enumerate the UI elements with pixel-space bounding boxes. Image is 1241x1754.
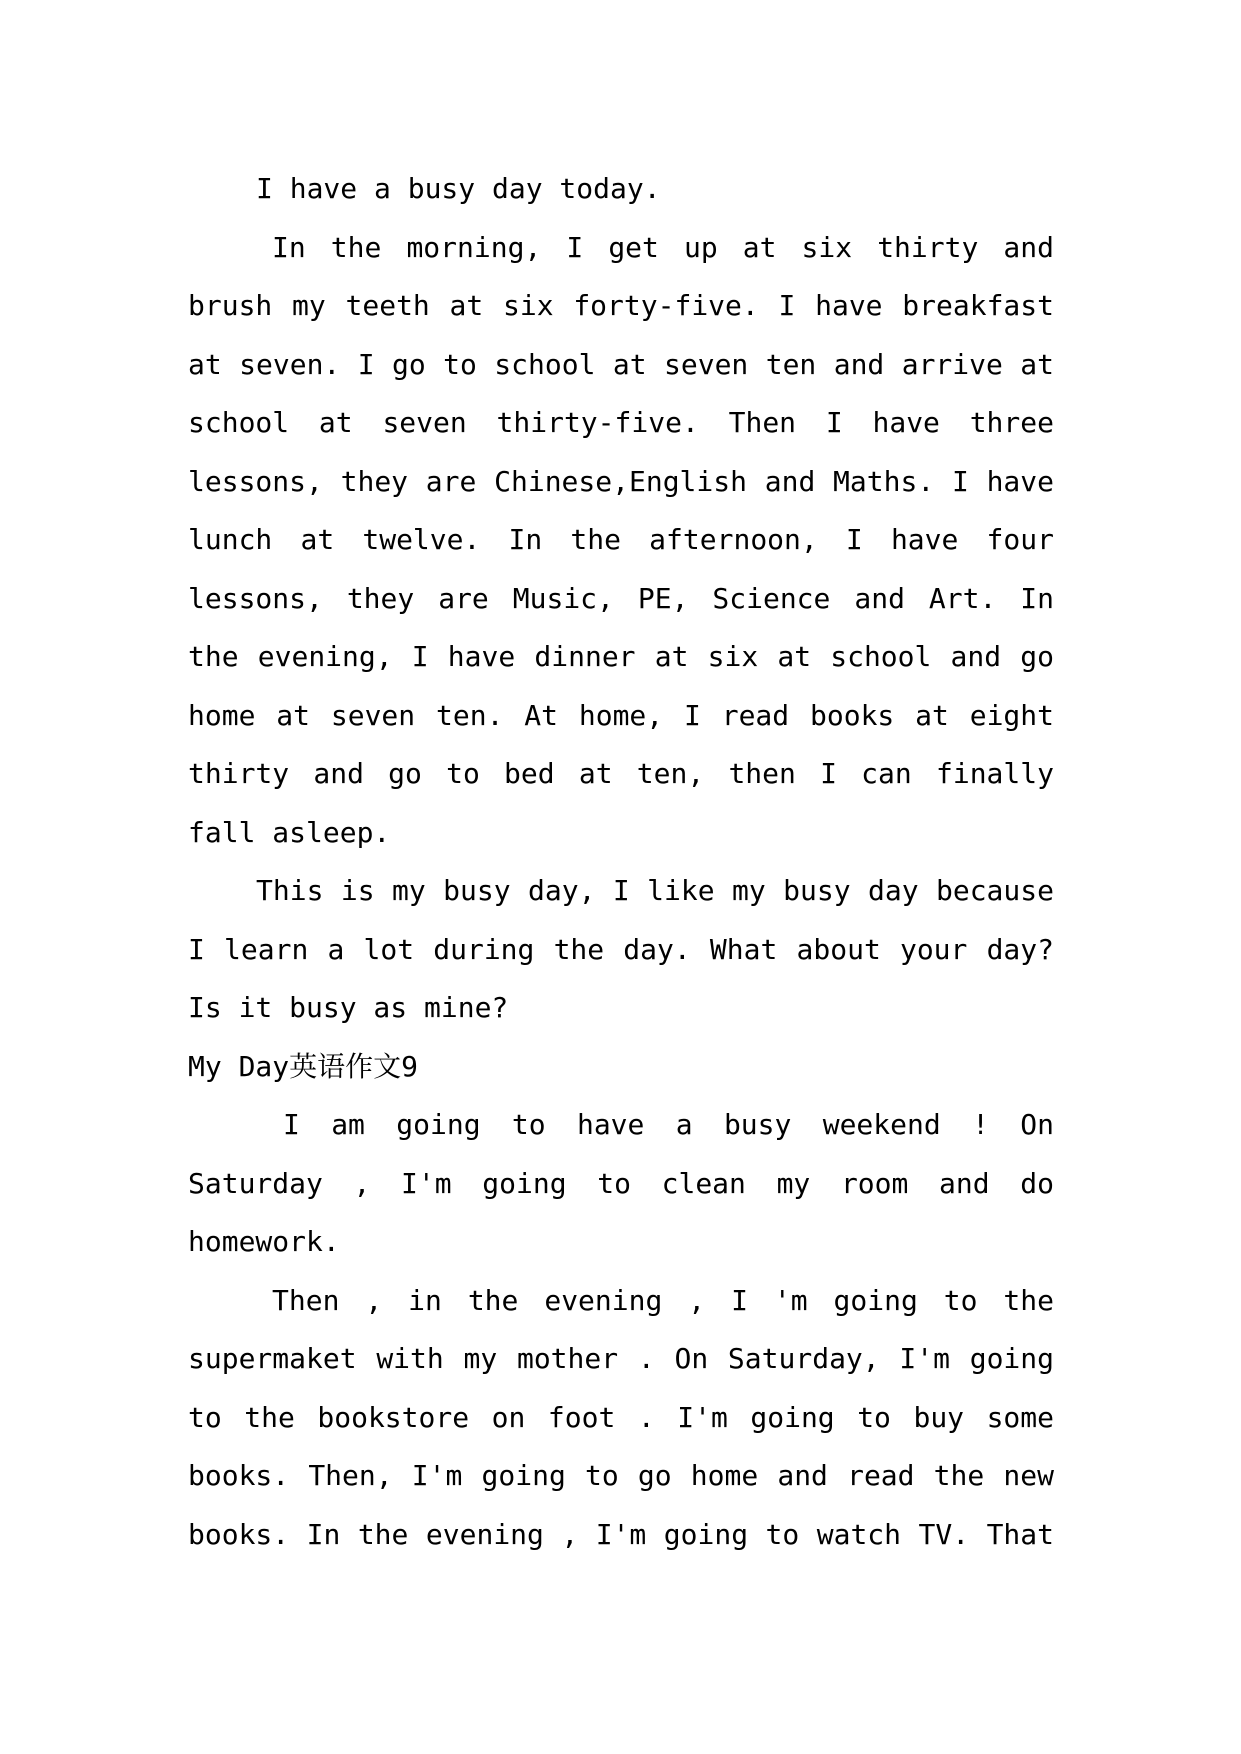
essay-paragraph-weekend: I am going to have a busy weekend ! On Saturday , I'm going to clean my room and do homework. (188, 1108, 1054, 1258)
essay-paragraph-routine: In the morning, I get up at six thirty and brush my teeth at six forty-five. I have breakfast at seven. I go to school at seven ten and arrive at school at seven thirty-five. Then I have three lessons, they are Chinese,English and Maths. I have lunch at twelve. In the afternoon, I have four lessons, they are Music, PE, Science and Art. In the evening, I have dinner at six at school and go home at seven ten. At home, I read books at eight thirty and go to bed at ten, then I can finally fall asleep. (188, 230, 1054, 849)
document-body (188, 160, 1054, 1564)
essay-paragraph-conclusion: This is my busy day, I like my busy day because I learn a lot during the day. What about your day? Is it busy as mine? (188, 874, 1054, 1024)
essay-paragraph-plans: Then , in the evening , I 'm going to the supermaket with my mother . On Saturday, I'm going to the bookstore on foot . I'm going to buy some books. Then, I'm going to go home and read the new books. In the evening , I'm going to watch TV. That (188, 1283, 1054, 1551)
essay-paragraph-intro: I have a busy day today. (256, 172, 661, 205)
essay-heading: My Day英语作文9 (188, 1049, 419, 1083)
